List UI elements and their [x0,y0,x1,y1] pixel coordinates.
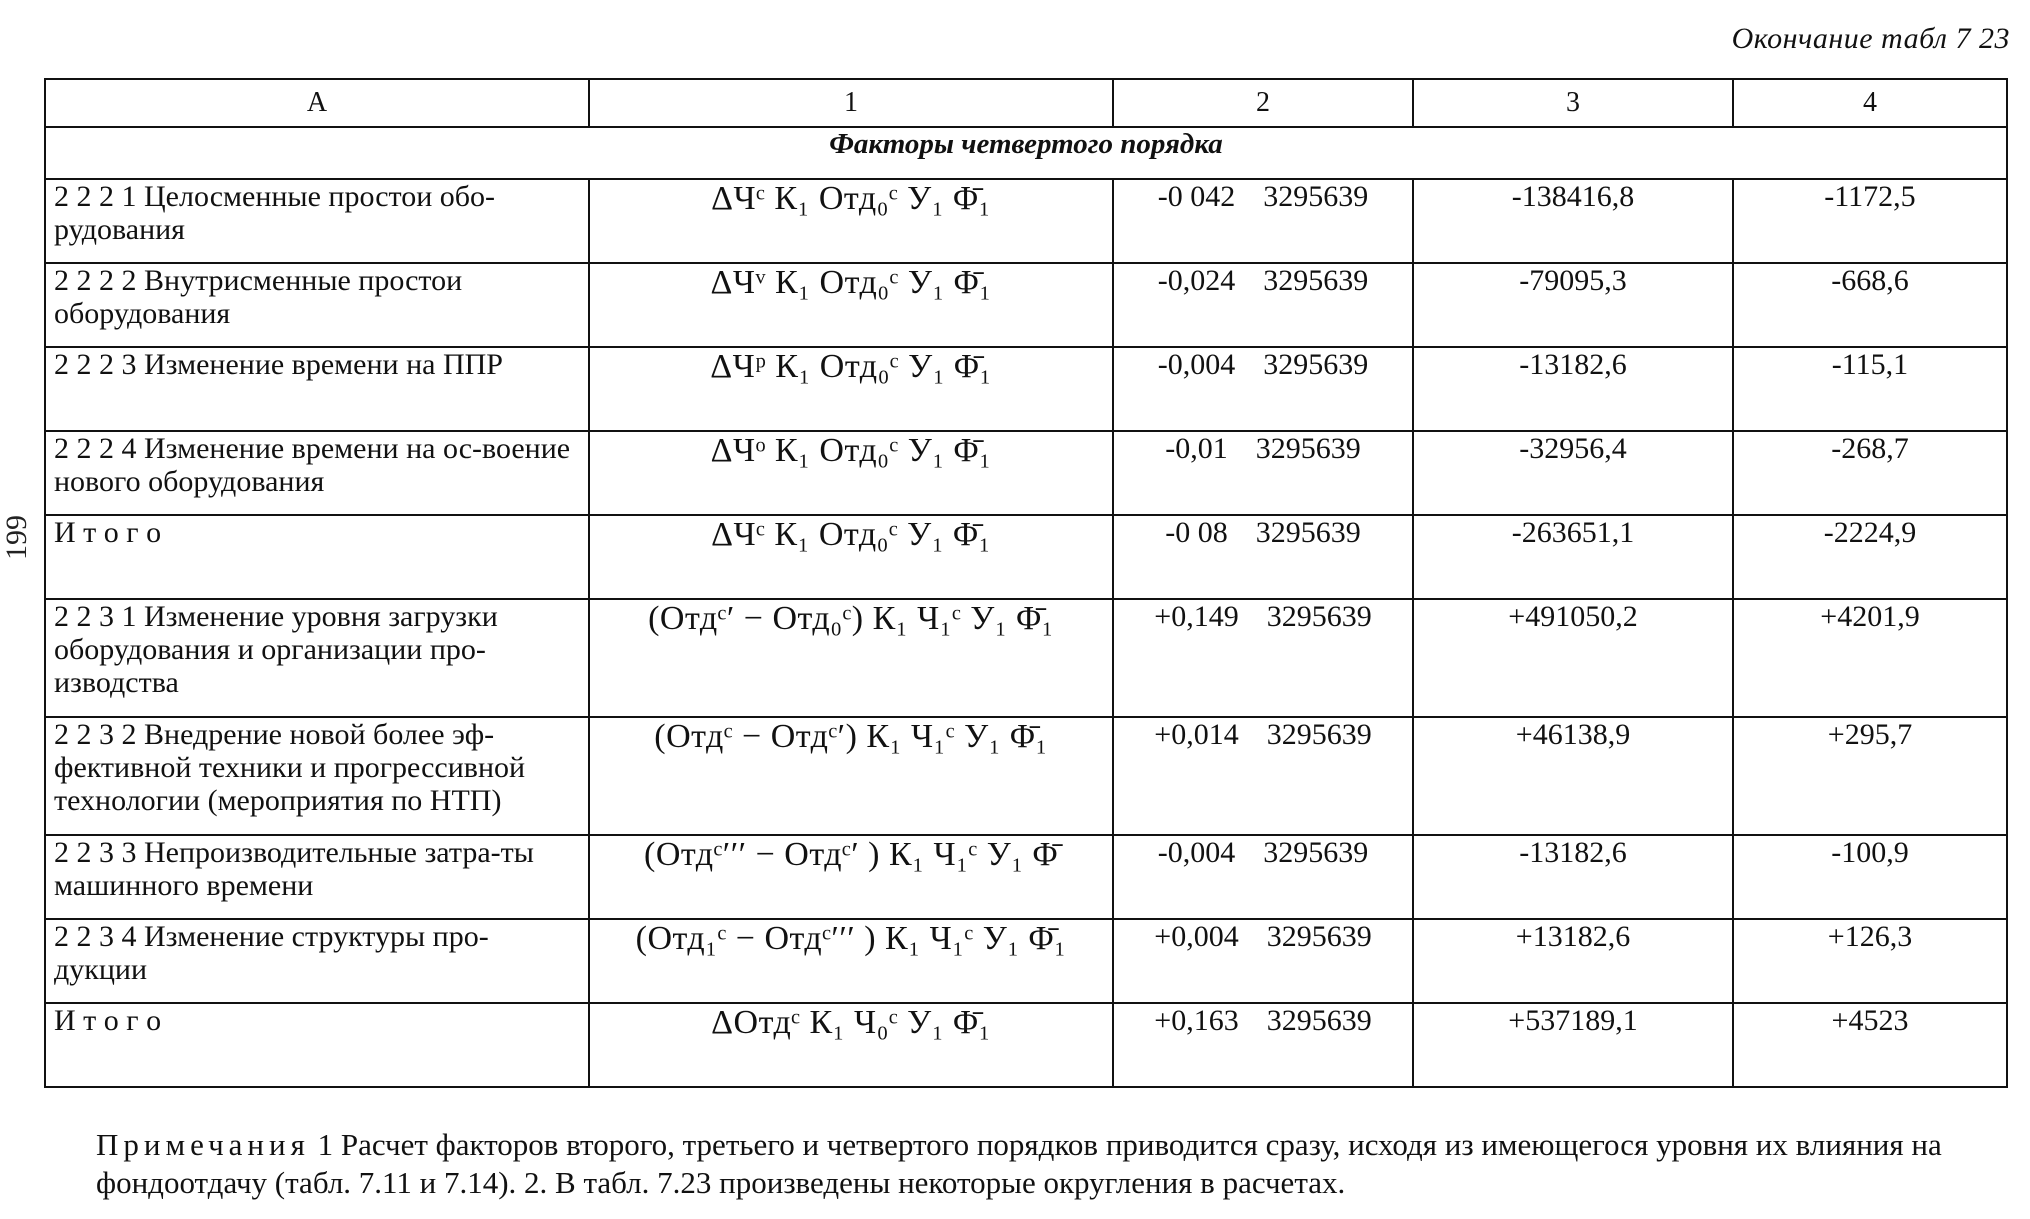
row-col4: +4523 [1733,1003,2007,1087]
row-name: 2 2 2 4 Изменение времени на ос-воение нового оборудования [45,431,589,515]
row-coef: -0 042 [1157,180,1236,213]
row-base: 3295639 [1266,600,1372,633]
row-base: 3295639 [1255,432,1361,465]
row-coef: +0,163 [1154,1004,1239,1037]
row-base: 3295639 [1263,348,1369,381]
row-col4: +126,3 [1733,919,2007,1003]
factor-table [44,78,2008,1088]
row-name: 2 2 3 4 Изменение структуры про-дукции [45,919,589,1003]
row-coef: -0,004 [1157,836,1236,869]
row-formula: ΔЧᶜ К₁ Отд₀ᶜ У₁ Φ̄₁ [589,179,1113,263]
notes-lead: Примечания [96,1127,310,1162]
row-formula: ΔОтдᶜ К₁ Ч₀ᶜ У₁ Φ̄₁ [589,1003,1113,1087]
row-formula: ΔЧᵒ К₁ Отд₀ᶜ У₁ Φ̄₁ [589,431,1113,515]
row-col3: -138416,8 [1413,179,1733,263]
row-coef: -0,024 [1157,264,1236,297]
row-name: 2 2 3 1 Изменение уровня загрузки оборудования и организации про-изводства [45,599,589,717]
row-base: 3295639 [1266,920,1372,953]
row-col2 [1113,515,1413,599]
row-col4: -268,7 [1733,431,2007,515]
row-name: 2 2 2 1 Целосменные простои обо-рудования [45,179,589,263]
row-col4: -2224,9 [1733,515,2007,599]
table-row [45,717,2007,835]
section-row [45,127,2007,179]
row-formula: ΔЧᵖ К₁ Отд₀ᶜ У₁ Φ̄₁ [589,347,1113,431]
page-number: 199 [0,515,33,560]
table-row [45,599,2007,717]
header-cell-3: 3 [1413,79,1733,127]
section-title: Факторы четвертого порядка [45,127,2007,179]
row-formula: (Отд₁ᶜ − Отдᶜ′′′ ) К₁ Ч₁ᶜ У₁ Φ̄₁ [589,919,1113,1003]
row-col3: -263651,1 [1413,515,1733,599]
row-formula: ΔЧᵛ К₁ Отд₀ᶜ У₁ Φ̄₁ [589,263,1113,347]
row-formula: (Отдᶜ − Отдᶜ′) К₁ Ч₁ᶜ У₁ Φ̄₁ [589,717,1113,835]
row-name: И т о г о [45,515,589,599]
row-coef: +0,149 [1154,600,1239,633]
row-col4: -1172,5 [1733,179,2007,263]
header-cell-4: 4 [1733,79,2007,127]
row-name: 2 2 3 3 Непроизводительные затра-ты машинного времени [45,835,589,919]
row-formula: (Отдᶜ′′′ − Отдᶜ′ ) К₁ Ч₁ᶜ У₁ Φ̄ [589,835,1113,919]
table-row [45,263,2007,347]
table-row-total [45,515,2007,599]
row-base: 3295639 [1263,264,1369,297]
row-col2 [1113,919,1413,1003]
row-col3: +13182,6 [1413,919,1733,1003]
table-row [45,919,2007,1003]
row-name: И т о г о [45,1003,589,1087]
row-formula: (Отдᶜ′ − Отд₀ᶜ) К₁ Ч₁ᶜ У₁ Φ̄₁ [589,599,1113,717]
row-col3: +537189,1 [1413,1003,1733,1087]
row-col2 [1113,347,1413,431]
row-base: 3295639 [1263,180,1369,213]
table-caption: Окончание табл 7 23 [1731,22,2010,55]
row-col2 [1113,717,1413,835]
row-col2 [1113,1003,1413,1087]
row-base: 3295639 [1263,836,1369,869]
row-coef: -0,004 [1157,348,1236,381]
row-formula: ΔЧᶜ К₁ Отд₀ᶜ У₁ Φ̄₁ [589,515,1113,599]
row-col4: +4201,9 [1733,599,2007,717]
row-col2 [1113,263,1413,347]
table-row-total [45,1003,2007,1087]
row-col2 [1113,835,1413,919]
row-base: 3295639 [1266,718,1372,751]
row-col3: -32956,4 [1413,431,1733,515]
header-cell-a: А [45,79,589,127]
row-col4: -668,6 [1733,263,2007,347]
row-col2 [1113,599,1413,717]
row-col4: -115,1 [1733,347,2007,431]
row-coef: +0,014 [1154,718,1239,751]
table-notes [96,1126,2006,1202]
notes-text: 1 Расчет факторов второго, третьего и четвертого порядков приводится сразу, исходя из имеющегося уровня их влияния на фондоотдачу (табл. 7.11 и 7.14). 2. В табл. 7.23 произведены некоторые округления в расчетах. [96,1127,1942,1200]
row-col4: +295,7 [1733,717,2007,835]
row-coef: -0,01 [1165,432,1228,465]
row-base: 3295639 [1266,1004,1372,1037]
row-base: 3295639 [1255,516,1361,549]
row-col3: +491050,2 [1413,599,1733,717]
row-name: 2 2 2 3 Изменение времени на ППР [45,347,589,431]
row-name: 2 2 3 2 Внедрение новой более эф-фективной техники и прогрессивной технологии (мероприятия по НТП) [45,717,589,835]
row-name: 2 2 2 2 Внутрисменные простои оборудования [45,263,589,347]
row-col3: -13182,6 [1413,347,1733,431]
table-row [45,347,2007,431]
row-col4: -100,9 [1733,835,2007,919]
table-row [45,835,2007,919]
row-col3: -13182,6 [1413,835,1733,919]
table-row [45,431,2007,515]
header-row [45,79,2007,127]
row-col2 [1113,179,1413,263]
row-col3: -79095,3 [1413,263,1733,347]
header-cell-1: 1 [589,79,1113,127]
row-col2 [1113,431,1413,515]
header-cell-2: 2 [1113,79,1413,127]
row-coef: -0 08 [1165,516,1228,549]
table-row [45,179,2007,263]
row-col3: +46138,9 [1413,717,1733,835]
row-coef: +0,004 [1154,920,1239,953]
